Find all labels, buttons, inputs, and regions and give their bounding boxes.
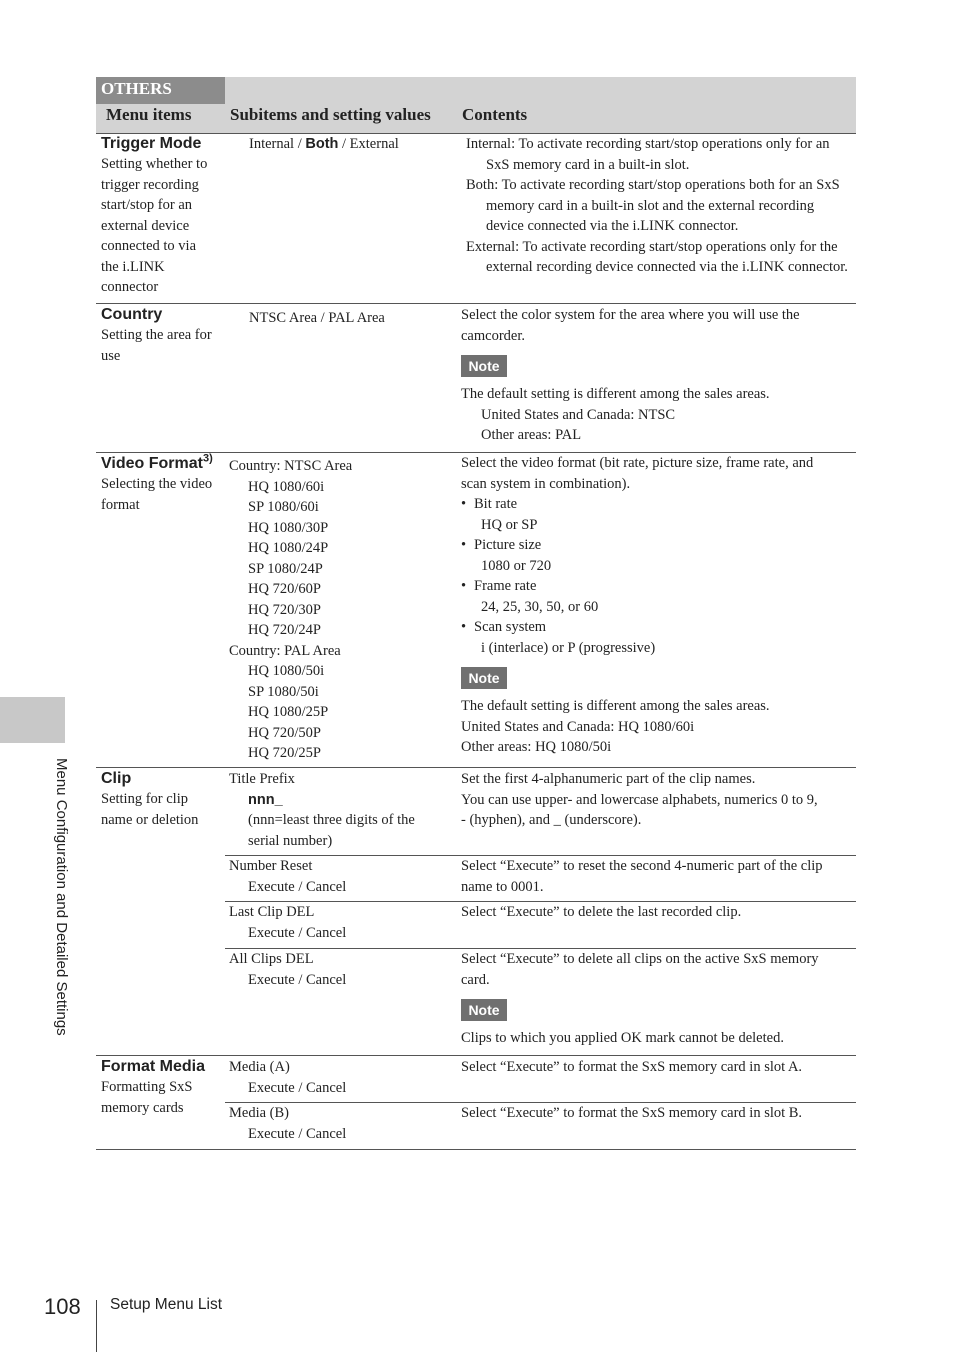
trigger-mode-name: Trigger Mode bbox=[101, 135, 202, 152]
desc-line: Setting whether to bbox=[101, 156, 208, 172]
subitem-label: Number Reset bbox=[229, 858, 313, 874]
bullet-label: Frame rate bbox=[474, 578, 537, 594]
note-badge: Note bbox=[461, 355, 507, 377]
column-header-subitems: Subitems and setting values bbox=[230, 105, 431, 124]
format-option: HQ 1080/25P bbox=[248, 704, 329, 720]
country-contents bbox=[461, 305, 853, 446]
subitem-label: Title Prefix bbox=[229, 771, 295, 787]
subitem-value: Execute / Cancel bbox=[248, 1125, 347, 1142]
all-clips-del-values bbox=[229, 949, 346, 990]
bullet-label: Picture size bbox=[474, 537, 542, 553]
media-b-values bbox=[229, 1103, 346, 1144]
contents-line: - (hyphen), and _ (underscore). bbox=[461, 812, 642, 828]
note-line: Other areas: HQ 1080/50i bbox=[461, 739, 612, 755]
table-bottom-rule bbox=[96, 1149, 856, 1150]
contents-entry: External: To activate recording start/stop operations only for the external recording device connected via the i.LINK connector. bbox=[466, 238, 848, 275]
desc-line: the i.LINK bbox=[101, 258, 165, 275]
format-option: SP 1080/24P bbox=[248, 560, 323, 577]
format-option: HQ 1080/60i bbox=[248, 478, 325, 495]
desc-line: use bbox=[101, 347, 121, 364]
subitem-value: Execute / Cancel bbox=[248, 971, 347, 988]
bullet-item bbox=[461, 617, 853, 638]
media-a-contents: Select “Execute” to format the SxS memory card in slot A. bbox=[461, 1059, 803, 1075]
format-option: SP 1080/50i bbox=[248, 683, 319, 700]
side-label bbox=[46, 758, 70, 1078]
contents-line: Set the first 4-alphanumeric part of the clip names. bbox=[461, 771, 756, 787]
format-option: HQ 720/60P bbox=[248, 581, 321, 597]
video-format-label: Video Format bbox=[101, 455, 203, 472]
country-label: Country: NTSC Area bbox=[229, 458, 353, 474]
footer-title: Setup Menu List bbox=[110, 1296, 223, 1313]
format-option: HQ 720/50P bbox=[248, 724, 321, 741]
media-b-contents: Select “Execute” to format the SxS memory card in slot B. bbox=[461, 1105, 803, 1121]
contents-entry: Both: To activate recording start/stop operations both for an SxS memory card in a built-in slot and the external recording device connected via the i.LINK connector. bbox=[466, 177, 840, 234]
value-default: Both bbox=[305, 136, 339, 152]
format-option: HQ 720/30P bbox=[248, 601, 321, 618]
bullet-value: i (interlace) or P (progressive) bbox=[481, 639, 656, 656]
contents-line: camcorder. bbox=[461, 327, 526, 344]
format-option: HQ 720/25P bbox=[248, 745, 321, 761]
format-option: HQ 1080/24P bbox=[248, 540, 329, 556]
country-label: Country: PAL Area bbox=[229, 642, 341, 659]
row-divider bbox=[96, 767, 856, 768]
section-tag: OTHERS bbox=[96, 77, 225, 104]
country-values: NTSC Area / PAL Area bbox=[249, 310, 385, 326]
contents-line: Select the video format (bit rate, picture size, frame rate, and bbox=[461, 455, 814, 471]
video-format-values bbox=[229, 456, 352, 764]
desc-line: start/stop for an bbox=[101, 197, 193, 213]
note-line: Clips to which you applied OK mark cannot be deleted. bbox=[461, 1030, 784, 1046]
subitem-label: Last Clip DEL bbox=[229, 904, 315, 920]
subitem-label: All Clips DEL bbox=[229, 951, 314, 967]
country-name: Country bbox=[101, 306, 163, 323]
bullet-label: Bit rate bbox=[474, 496, 518, 512]
side-tab bbox=[0, 697, 65, 743]
note-line: Other areas: PAL bbox=[481, 427, 582, 443]
contents-entry: Internal: To activate recording start/stop operations only for an SxS memory card in a built-in slot. bbox=[466, 136, 830, 173]
number-reset-values bbox=[229, 856, 346, 897]
subitem-detail: (nnn=least three digits of the bbox=[248, 812, 415, 828]
clip-item bbox=[101, 769, 226, 830]
note-line: United States and Canada: NTSC bbox=[481, 406, 676, 423]
country-item bbox=[101, 305, 226, 366]
note-line: The default setting is different among the sales areas. bbox=[461, 386, 770, 402]
video-format-name bbox=[101, 454, 229, 474]
column-header-menu-items: Menu items bbox=[106, 105, 192, 124]
number-reset-contents bbox=[461, 856, 853, 897]
bullet-value: HQ or SP bbox=[481, 516, 538, 533]
subitem-label: Media (A) bbox=[229, 1059, 290, 1075]
bullet-marker: • bbox=[461, 619, 467, 635]
trigger-mode-item bbox=[101, 134, 226, 298]
value-text: / External bbox=[338, 136, 399, 152]
contents-line: Select “Execute” to delete all clips on the active SxS memory bbox=[461, 951, 819, 967]
bullet-item bbox=[461, 535, 853, 556]
contents-line: Select the color system for the area where you will use the bbox=[461, 307, 800, 323]
format-option: HQ 1080/50i bbox=[248, 663, 325, 679]
trigger-mode-values bbox=[249, 134, 399, 155]
note-badge: Note bbox=[461, 667, 507, 689]
desc-line: connector bbox=[101, 279, 159, 295]
side-label-text: Menu Configuration and Detailed Settings bbox=[53, 758, 70, 1036]
note-line: The default setting is different among the sales areas. bbox=[461, 698, 770, 714]
bullet-value: 24, 25, 30, 50, or 60 bbox=[481, 598, 599, 615]
contents-line: You can use upper- and lowercase alphabets, numerics 0 to 9, bbox=[461, 791, 818, 808]
subitem-label: Media (B) bbox=[229, 1105, 289, 1121]
format-option: HQ 720/24P bbox=[248, 622, 321, 638]
bullet-value: 1080 or 720 bbox=[481, 557, 552, 574]
format-option: HQ 1080/30P bbox=[248, 519, 329, 536]
format-media-name: Format Media bbox=[101, 1058, 206, 1075]
footnote-ref: 3) bbox=[202, 452, 213, 465]
desc-line: Selecting the video bbox=[101, 476, 213, 492]
format-option: SP 1080/60i bbox=[248, 499, 319, 515]
bullet-marker: • bbox=[461, 537, 467, 553]
subitem-value: Execute / Cancel bbox=[248, 924, 347, 941]
contents-line: name to 0001. bbox=[461, 878, 544, 895]
row-divider bbox=[96, 303, 856, 304]
column-header-contents: Contents bbox=[462, 105, 528, 124]
desc-line: Setting for clip bbox=[101, 791, 188, 807]
bullet-item bbox=[461, 576, 853, 597]
clip-name: Clip bbox=[101, 770, 132, 787]
desc-line: trigger recording bbox=[101, 176, 199, 193]
subitem-detail: serial number) bbox=[248, 832, 333, 849]
bullet-label: Scan system bbox=[474, 619, 547, 635]
row-divider bbox=[96, 1055, 856, 1056]
desc-line: memory cards bbox=[101, 1099, 184, 1116]
contents-line: scan system in combination). bbox=[461, 475, 631, 492]
media-a-values bbox=[229, 1057, 346, 1098]
page-number: 108 bbox=[44, 1294, 81, 1319]
trigger-mode-desc bbox=[101, 154, 226, 298]
video-format-contents bbox=[461, 453, 853, 758]
format-media-item bbox=[101, 1057, 226, 1118]
trigger-mode-contents bbox=[466, 134, 854, 278]
bullet-marker: • bbox=[461, 578, 467, 594]
desc-line: connected to via bbox=[101, 238, 197, 254]
value-text: Internal / bbox=[249, 136, 306, 152]
last-clip-del-contents: Select “Execute” to delete the last recorded clip. bbox=[461, 904, 742, 920]
contents-line: Select “Execute” to reset the second 4-numeric part of the clip bbox=[461, 858, 823, 874]
title-prefix-values bbox=[229, 769, 415, 851]
note-line: United States and Canada: HQ 1080/60i bbox=[461, 718, 695, 735]
bullet-item bbox=[461, 494, 853, 515]
desc-line: Formatting SxS bbox=[101, 1079, 193, 1095]
contents-line: card. bbox=[461, 971, 490, 988]
last-clip-del-values bbox=[229, 902, 346, 943]
desc-line: name or deletion bbox=[101, 811, 199, 828]
note-badge: Note bbox=[461, 999, 507, 1021]
bullet-marker: • bbox=[461, 496, 467, 512]
desc-line: Setting the area for bbox=[101, 327, 212, 343]
title-prefix-contents bbox=[461, 769, 853, 831]
subitem-value: Execute / Cancel bbox=[248, 878, 347, 895]
footer-divider bbox=[96, 1300, 97, 1352]
subitem-value: nnn_ bbox=[248, 791, 283, 808]
all-clips-del-contents bbox=[461, 949, 853, 1049]
desc-line: format bbox=[101, 496, 140, 513]
video-format-item bbox=[101, 454, 229, 515]
subitem-value: Execute / Cancel bbox=[248, 1079, 347, 1096]
desc-line: external device bbox=[101, 217, 190, 234]
